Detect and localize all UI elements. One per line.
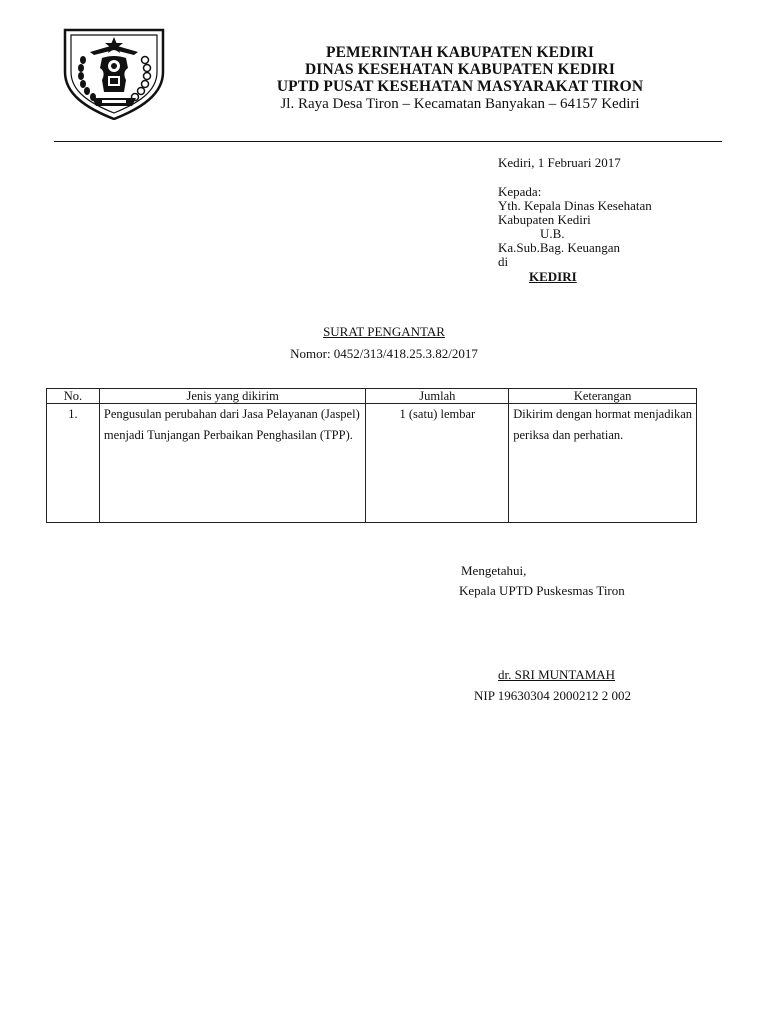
letterhead-department: DINAS KESEHATAN KABUPATEN KEDIRI [305,61,615,78]
column-header-no: No. [47,389,100,404]
letterhead-unit: UPTD PUSAT KESEHATAN MASYARAKAT TIRON [276,78,644,95]
letterhead-government: PEMERINTAH KABUPATEN KEDIRI [326,44,594,61]
table-header-row [47,389,697,404]
signature-position: Kepala UPTD Puskesmas Tiron [459,583,625,598]
table-row [47,404,697,523]
recipient-line-5: di [498,254,509,269]
recipient-line-4: Ka.Sub.Bag. Keuangan [498,240,621,255]
signature-mengetahui: Mengetahui, [461,563,527,578]
document-number: Nomor: 0452/313/418.25.3.82/2017 [290,346,478,361]
cell-jenis: Pengusulan perubahan dari Jasa Pelayanan (Jaspel) menjadi Tunjangan Perbaikan Penghasilan (TPP). [99,404,366,523]
column-header-jenis: Jenis yang dikirim [99,389,366,404]
recipient-line-1: Yth. Kepala Dinas Kesehatan [498,198,652,213]
kediri-regency-emblem [62,28,166,120]
column-header-jumlah: Jumlah [366,389,509,404]
column-header-keterangan: Keterangan [509,389,697,404]
cell-keterangan: Dikirim dengan hormat menjadikan periksa dan perhatian. [509,404,697,523]
letterhead-divider [54,141,722,142]
recipient-city: KEDIRI [529,269,577,284]
recipient-line-2: Kabupaten Kediri [498,212,591,227]
letterhead [200,44,720,114]
recipient-kepada: Kepada: [498,184,542,199]
signature-nip: NIP 19630304 2000212 2 002 [474,688,631,703]
signature-name: dr. SRI MUNTAMAH [498,667,616,682]
date-line: Kediri, 1 Februari 2017 [498,155,621,170]
letterhead-address: Jl. Raya Desa Tiron – Kecamatan Banyakan – 64157 Kediri [280,96,640,112]
items-table [46,388,697,523]
cell-no: 1. [47,404,100,523]
recipient-line-3: U.B. [540,226,565,241]
cell-jumlah: 1 (satu) lembar [366,404,509,523]
document-title: SURAT PENGANTAR [323,324,445,339]
